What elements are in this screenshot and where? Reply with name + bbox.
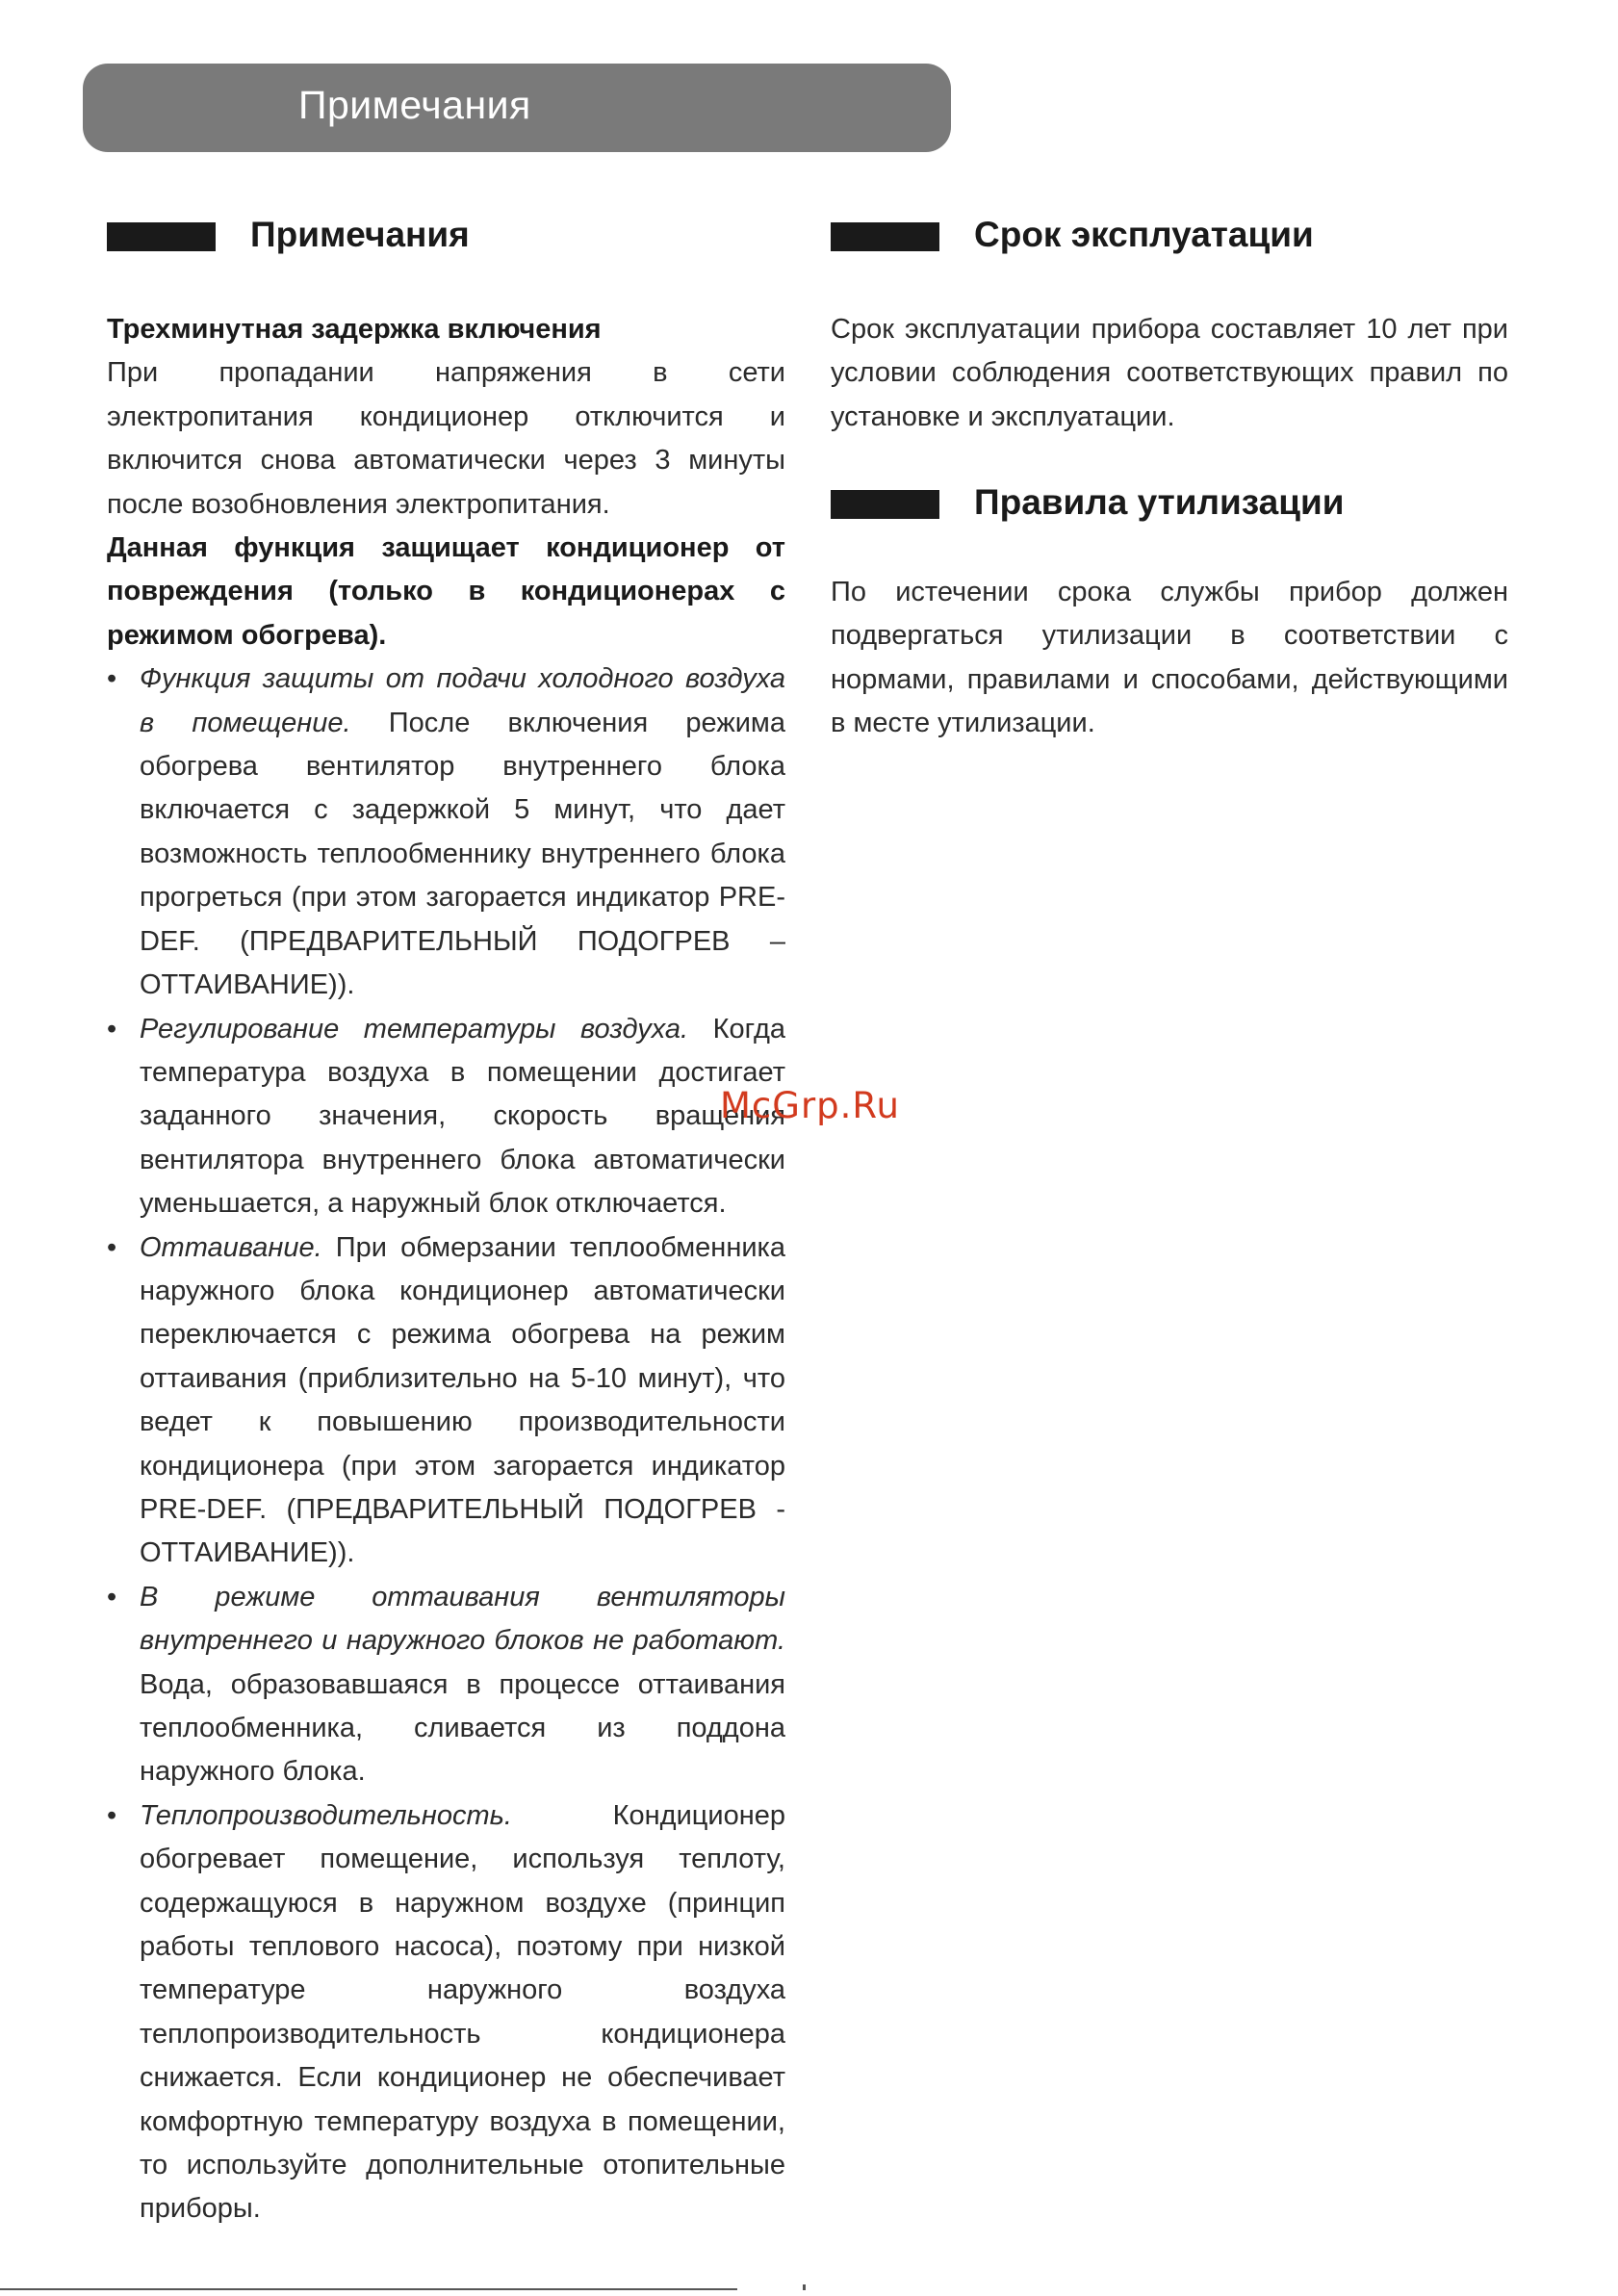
notes-heading-title: Примечания bbox=[250, 215, 470, 254]
disposal-heading bbox=[831, 482, 1504, 527]
list-item-lead: Регулирование температуры воздуха. bbox=[140, 1013, 689, 1045]
heading-bar bbox=[107, 222, 216, 251]
service-life-heading bbox=[831, 215, 1504, 259]
list-item-text: Вода, образовавшаяся в процессе оттаивания теплообменника, сливается из поддона наружного блока. bbox=[140, 1668, 785, 1788]
header-banner bbox=[83, 64, 951, 152]
list-item bbox=[107, 1008, 785, 1226]
list-item-text: После включения режима обогрева вентилятор внутреннего блока включается с задержкой 5 минут, что дает возможность теплообменнику внутреннего блока прогреться (при этом загорается индикатор PRE-DEF. (ПРЕДВАРИТЕЛЬНЫЙ ПОДОГРЕВ – ОТТАИВАНИЕ)). bbox=[140, 707, 785, 1001]
list-item bbox=[107, 658, 785, 1007]
disposal-heading-title: Правила утилизации bbox=[974, 482, 1345, 522]
service-life-heading-title: Срок эксплуатации bbox=[974, 215, 1314, 254]
watermark: McGrp.Ru bbox=[720, 1085, 900, 1126]
list-item-text: Когда температура воздуха в помещении достигает заданного значения, скорость вращения вентилятора внутреннего блока автоматически уменьшается, а наружный блок отключается. bbox=[140, 1013, 786, 1220]
list-item bbox=[107, 1226, 785, 1576]
list-item-lead: Оттаивание. bbox=[140, 1231, 322, 1263]
notes-heading bbox=[107, 215, 646, 259]
footer-tick bbox=[803, 2284, 806, 2290]
delay-subheading: Трехминутная задержка включения bbox=[107, 314, 602, 345]
list-item-lead: В режиме оттаивания вентиляторы внутреннего и наружного блоков не работают. bbox=[140, 1581, 785, 1657]
service-life-paragraph: Срок эксплуатации прибора составляет 10 лет при условии соблюдения соответствующих правил по установке и эксплуатации. bbox=[831, 314, 1508, 432]
heading-bar bbox=[831, 490, 939, 519]
list-item bbox=[107, 1576, 785, 1794]
list-item-text: При обмерзании теплообменника наружного блока кондиционер автоматически переключается с режима обогрева на режим оттаивания (приблизительно на 5-10 минут), что ведет к повышению производительности кондиционера (при этом загорается индикатор PRE-DEF. (ПРЕДВАРИТЕЛЬНЫЙ ПОДОГРЕВ - ОТТАИВАНИЕ)). bbox=[140, 1231, 785, 1569]
bullet-icon: • bbox=[107, 1799, 117, 1831]
feature-list bbox=[107, 658, 785, 2232]
disposal-text bbox=[831, 571, 1508, 746]
left-column bbox=[107, 308, 785, 2232]
protection-note: Данная функция защищает кондиционер от повреждения (только в кондиционерах с режимом обогрева). bbox=[107, 532, 785, 651]
header-title: Примечания bbox=[298, 83, 531, 127]
disposal-paragraph: По истечении срока службы прибор должен подвергаться утилизации в соответствии с нормами, правилами и способами, действующими в месте утилизации. bbox=[831, 577, 1508, 739]
list-item-text: Кондиционер обогревает помещение, используя теплоту, содержащуюся в наружном воздухе (принцип работы теплового насоса), поэтому при низкой температуре наружного воздуха теплопроизводительность кондиционера снижается. Если кондиционер не обеспечивает комфортную температуру воздуха в помещении, то используйте дополнительные отопительные приборы. bbox=[140, 1799, 785, 2225]
delay-intro: При пропадании напряжения в сети электропитания кондиционер отключится и включится снова автоматически через 3 минуты после возобновления электропитания. bbox=[107, 357, 785, 520]
service-life-text bbox=[831, 308, 1508, 439]
bullet-icon: • bbox=[107, 663, 117, 695]
bullet-icon: • bbox=[107, 1231, 117, 1263]
bullet-icon: • bbox=[107, 1013, 117, 1045]
heading-bar bbox=[831, 222, 939, 251]
list-item bbox=[107, 1794, 785, 2232]
bullet-icon: • bbox=[107, 1581, 117, 1612]
footer-divider bbox=[0, 2288, 737, 2290]
list-item-lead: Теплопроизводительность. bbox=[140, 1799, 512, 1831]
list-item-lead: Функция защиты от подачи холодного воздуха в помещение. bbox=[140, 663, 785, 738]
